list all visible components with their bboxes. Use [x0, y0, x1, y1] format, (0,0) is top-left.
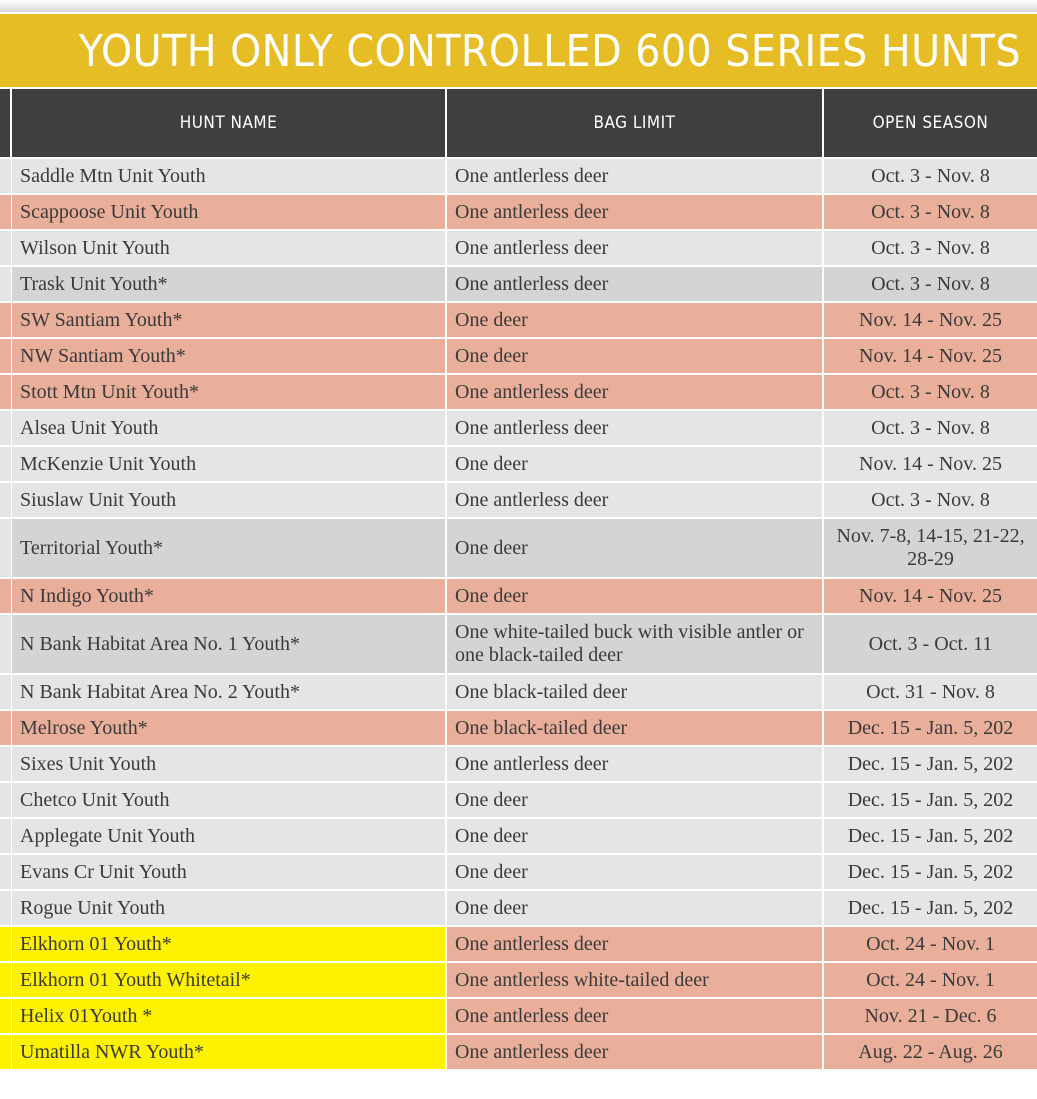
hunt-name-cell — [12, 927, 445, 961]
open-season-cell-text: Oct. 3 - Nov. 8 — [871, 488, 990, 511]
table-row — [0, 483, 1037, 517]
bag-limit-cell-text: One antlerless deer — [455, 380, 609, 403]
bag-limit-cell — [447, 747, 822, 781]
bag-limit-cell — [447, 711, 822, 745]
open-season-cell-text: Oct. 31 - Nov. 8 — [866, 680, 995, 703]
table-row — [0, 519, 1037, 577]
bag-limit-cell — [447, 447, 822, 481]
row-edge — [0, 963, 11, 997]
bag-limit-cell-text: One antlerless deer — [455, 932, 609, 955]
hunt-name-cell-text: Rogue Unit Youth — [20, 896, 166, 919]
open-season-cell-text: Nov. 14 - Nov. 25 — [859, 308, 1002, 331]
open-season-cell — [824, 927, 1037, 961]
open-season-cell-text: Nov. 21 - Dec. 6 — [864, 1004, 997, 1027]
hunt-name-cell — [12, 339, 445, 373]
open-season-cell-text: Oct. 3 - Nov. 8 — [871, 200, 990, 223]
open-season-cell — [824, 1035, 1037, 1069]
row-edge — [0, 231, 11, 265]
title-banner — [0, 14, 1037, 87]
row-edge — [0, 783, 11, 817]
bag-limit-cell-text: One deer — [455, 896, 528, 919]
bag-limit-cell — [447, 303, 822, 337]
bag-limit-cell — [447, 519, 822, 577]
hunt-name-cell-text: Scappoose Unit Youth — [20, 200, 199, 223]
bag-limit-cell-text: One antlerless deer — [455, 236, 609, 259]
hunt-name-cell-text: Stott Mtn Unit Youth* — [20, 380, 199, 403]
row-edge — [0, 927, 11, 961]
hunt-name-cell — [12, 855, 445, 889]
bag-limit-cell-text: One black-tailed deer — [455, 680, 628, 703]
open-season-cell — [824, 339, 1037, 373]
hunt-name-cell-text: Siuslaw Unit Youth — [20, 488, 177, 511]
column-divider — [10, 89, 12, 157]
bag-limit-cell-text: One antlerless deer — [455, 416, 609, 439]
open-season-cell-text: Nov. 14 - Nov. 25 — [859, 584, 1002, 607]
hunt-name-cell — [12, 675, 445, 709]
hunt-name-cell-text: NW Santiam Youth* — [20, 344, 186, 367]
open-season-cell — [824, 579, 1037, 613]
table-row — [0, 855, 1037, 889]
open-season-cell-text: Nov. 14 - Nov. 25 — [859, 344, 1002, 367]
bag-limit-cell-text: One white-tailed buck with visible antler or one black-tailed deer — [455, 621, 804, 666]
bag-limit-cell-text: One antlerless deer — [455, 1040, 609, 1063]
table-row — [0, 447, 1037, 481]
bag-limit-cell — [447, 231, 822, 265]
open-season-cell — [824, 675, 1037, 709]
table-row — [0, 783, 1037, 817]
bag-limit-cell — [447, 819, 822, 853]
table-row — [0, 999, 1037, 1033]
row-edge — [0, 711, 11, 745]
hunt-name-cell-text: Sixes Unit Youth — [20, 752, 157, 775]
table-row — [0, 159, 1037, 193]
table-row — [0, 819, 1037, 853]
hunt-name-cell — [12, 303, 445, 337]
column-header-bag-limit: BAG LIMIT — [593, 113, 676, 133]
hunt-name-cell — [12, 483, 445, 517]
row-edge — [0, 195, 11, 229]
bag-limit-cell-text: One antlerless white-tailed deer — [455, 968, 709, 991]
row-edge — [0, 375, 11, 409]
open-season-cell-text: Dec. 15 - Jan. 5, 202 — [847, 752, 1014, 775]
table-row — [0, 411, 1037, 445]
hunt-name-cell — [12, 1035, 445, 1069]
hunt-name-cell — [12, 375, 445, 409]
row-edge — [0, 579, 11, 613]
open-season-cell-text: Dec. 15 - Jan. 5, 202 — [847, 716, 1014, 739]
row-edge — [0, 855, 11, 889]
hunt-name-cell-text: Applegate Unit Youth — [20, 824, 195, 847]
table-row — [0, 267, 1037, 301]
hunt-name-cell-text: Wilson Unit Youth — [20, 236, 170, 259]
open-season-cell — [824, 783, 1037, 817]
table-row — [0, 231, 1037, 265]
hunt-name-cell — [12, 891, 445, 925]
open-season-cell-text: Oct. 3 - Oct. 11 — [868, 632, 993, 655]
row-edge — [0, 303, 11, 337]
bag-limit-cell — [447, 675, 822, 709]
bag-limit-cell — [447, 375, 822, 409]
bag-limit-cell-text: One antlerless deer — [455, 164, 609, 187]
bag-limit-cell-text: One antlerless deer — [455, 488, 609, 511]
bag-limit-cell-text: One black-tailed deer — [455, 716, 628, 739]
open-season-cell-text: Oct. 24 - Nov. 1 — [866, 968, 995, 991]
bag-limit-cell-text: One antlerless deer — [455, 1004, 609, 1027]
bag-limit-cell — [447, 999, 822, 1033]
hunt-name-cell-text: N Bank Habitat Area No. 2 Youth* — [20, 680, 300, 703]
open-season-cell-text: Dec. 15 - Jan. 5, 202 — [847, 860, 1014, 883]
bag-limit-cell — [447, 195, 822, 229]
open-season-cell-text: Aug. 22 - Aug. 26 — [858, 1040, 1003, 1063]
row-edge — [0, 483, 11, 517]
open-season-cell-text: Nov. 7-8, 14-15, 21-22, 28-29 — [836, 525, 1025, 570]
bag-limit-cell-text: One deer — [455, 536, 528, 559]
open-season-cell — [824, 999, 1037, 1033]
hunt-name-cell-text: McKenzie Unit Youth — [20, 452, 197, 475]
table-header — [0, 89, 1037, 157]
row-edge — [0, 447, 11, 481]
bag-limit-cell — [447, 411, 822, 445]
hunt-name-cell-text: SW Santiam Youth* — [20, 308, 183, 331]
open-season-cell — [824, 519, 1037, 577]
hunt-name-cell-text: Chetco Unit Youth — [20, 788, 170, 811]
bag-limit-cell — [447, 339, 822, 373]
open-season-cell-text: Dec. 15 - Jan. 5, 202 — [847, 896, 1014, 919]
table-row — [0, 1035, 1037, 1069]
open-season-cell-text: Oct. 3 - Nov. 8 — [871, 416, 990, 439]
bag-limit-cell — [447, 615, 822, 673]
hunt-name-cell-text: Alsea Unit Youth — [20, 416, 159, 439]
hunt-name-cell — [12, 783, 445, 817]
hunt-name-cell — [12, 447, 445, 481]
hunt-name-cell-text: Elkhorn 01 Youth Whitetail* — [20, 968, 251, 991]
open-season-cell — [824, 711, 1037, 745]
row-edge — [0, 519, 11, 577]
row-edge — [0, 891, 11, 925]
row-edge — [0, 267, 11, 301]
bag-limit-cell-text: One deer — [455, 860, 528, 883]
bag-limit-cell — [447, 963, 822, 997]
bag-limit-cell-text: One deer — [455, 452, 528, 475]
open-season-cell — [824, 483, 1037, 517]
hunt-name-cell-text: Evans Cr Unit Youth — [20, 860, 187, 883]
open-season-cell-text: Oct. 3 - Nov. 8 — [871, 164, 990, 187]
open-season-cell-text: Oct. 3 - Nov. 8 — [871, 380, 990, 403]
hunt-name-cell-text: Melrose Youth* — [20, 716, 148, 739]
hunt-name-cell — [12, 963, 445, 997]
hunt-name-cell — [12, 159, 445, 193]
open-season-cell-text: Oct. 24 - Nov. 1 — [866, 932, 995, 955]
open-season-cell-text: Nov. 14 - Nov. 25 — [859, 452, 1002, 475]
bag-limit-cell-text: One deer — [455, 788, 528, 811]
open-season-cell — [824, 411, 1037, 445]
open-season-cell — [824, 747, 1037, 781]
table-row — [0, 615, 1037, 673]
bag-limit-cell — [447, 579, 822, 613]
hunt-name-cell — [12, 267, 445, 301]
row-edge — [0, 819, 11, 853]
hunt-name-cell-text: N Bank Habitat Area No. 1 Youth* — [20, 632, 300, 655]
table-row — [0, 195, 1037, 229]
open-season-cell — [824, 231, 1037, 265]
open-season-cell — [824, 159, 1037, 193]
open-season-cell — [824, 855, 1037, 889]
open-season-cell — [824, 267, 1037, 301]
bag-limit-cell — [447, 1035, 822, 1069]
table-row — [0, 303, 1037, 337]
hunt-name-cell-text: N Indigo Youth* — [20, 584, 154, 607]
bag-limit-cell — [447, 927, 822, 961]
hunt-name-cell — [12, 231, 445, 265]
row-edge — [0, 615, 11, 673]
table-row — [0, 339, 1037, 373]
row-edge — [0, 1035, 11, 1069]
hunt-name-cell — [12, 999, 445, 1033]
bag-limit-cell-text: One antlerless deer — [455, 752, 609, 775]
row-edge — [0, 411, 11, 445]
row-edge — [0, 675, 11, 709]
open-season-cell-text: Oct. 3 - Nov. 8 — [871, 236, 990, 259]
table-row — [0, 711, 1037, 745]
bag-limit-cell — [447, 267, 822, 301]
column-header-hunt-name: HUNT NAME — [179, 113, 278, 133]
hunt-name-cell — [12, 579, 445, 613]
table-row — [0, 375, 1037, 409]
hunt-name-cell-text: Saddle Mtn Unit Youth — [20, 164, 206, 187]
hunt-name-cell — [12, 615, 445, 673]
bag-limit-cell — [447, 159, 822, 193]
bag-limit-cell-text: One deer — [455, 824, 528, 847]
hunt-name-cell — [12, 411, 445, 445]
hunt-name-cell-text: Umatilla NWR Youth* — [20, 1040, 204, 1063]
table-row — [0, 579, 1037, 613]
column-header-open-season: OPEN SEASON — [872, 113, 989, 133]
hunt-name-cell — [12, 519, 445, 577]
top-shadow-band — [0, 0, 1037, 12]
open-season-cell — [824, 891, 1037, 925]
bag-limit-cell-text: One antlerless deer — [455, 200, 609, 223]
table-row — [0, 891, 1037, 925]
row-edge — [0, 159, 11, 193]
open-season-cell-text: Oct. 3 - Nov. 8 — [871, 272, 990, 295]
open-season-cell — [824, 195, 1037, 229]
bag-limit-cell-text: One deer — [455, 584, 528, 607]
open-season-cell-text: Dec. 15 - Jan. 5, 202 — [847, 788, 1014, 811]
hunt-name-cell-text: Trask Unit Youth* — [20, 272, 168, 295]
open-season-cell — [824, 447, 1037, 481]
bag-limit-cell — [447, 783, 822, 817]
hunt-name-cell-text: Elkhorn 01 Youth* — [20, 932, 172, 955]
open-season-cell — [824, 375, 1037, 409]
hunt-name-cell — [12, 195, 445, 229]
open-season-cell — [824, 615, 1037, 673]
hunt-name-cell — [12, 711, 445, 745]
bag-limit-cell — [447, 891, 822, 925]
page-title: YOUTH ONLY CONTROLLED 600 SERIES HUNTS — [78, 26, 1021, 77]
open-season-cell — [824, 819, 1037, 853]
row-edge — [0, 747, 11, 781]
bag-limit-cell-text: One deer — [455, 308, 528, 331]
hunt-name-cell-text: Territorial Youth* — [20, 536, 164, 559]
bag-limit-cell — [447, 483, 822, 517]
open-season-cell-text: Dec. 15 - Jan. 5, 202 — [847, 824, 1014, 847]
row-edge — [0, 339, 11, 373]
bag-limit-cell-text: One antlerless deer — [455, 272, 609, 295]
table-row — [0, 963, 1037, 997]
table-row — [0, 747, 1037, 781]
bag-limit-cell — [447, 855, 822, 889]
table-row — [0, 675, 1037, 709]
hunt-name-cell — [12, 819, 445, 853]
hunt-name-cell — [12, 747, 445, 781]
row-edge — [0, 999, 11, 1033]
hunt-name-cell-text: Helix 01Youth * — [20, 1004, 153, 1027]
open-season-cell — [824, 963, 1037, 997]
table-row — [0, 927, 1037, 961]
open-season-cell — [824, 303, 1037, 337]
bag-limit-cell-text: One deer — [455, 344, 528, 367]
